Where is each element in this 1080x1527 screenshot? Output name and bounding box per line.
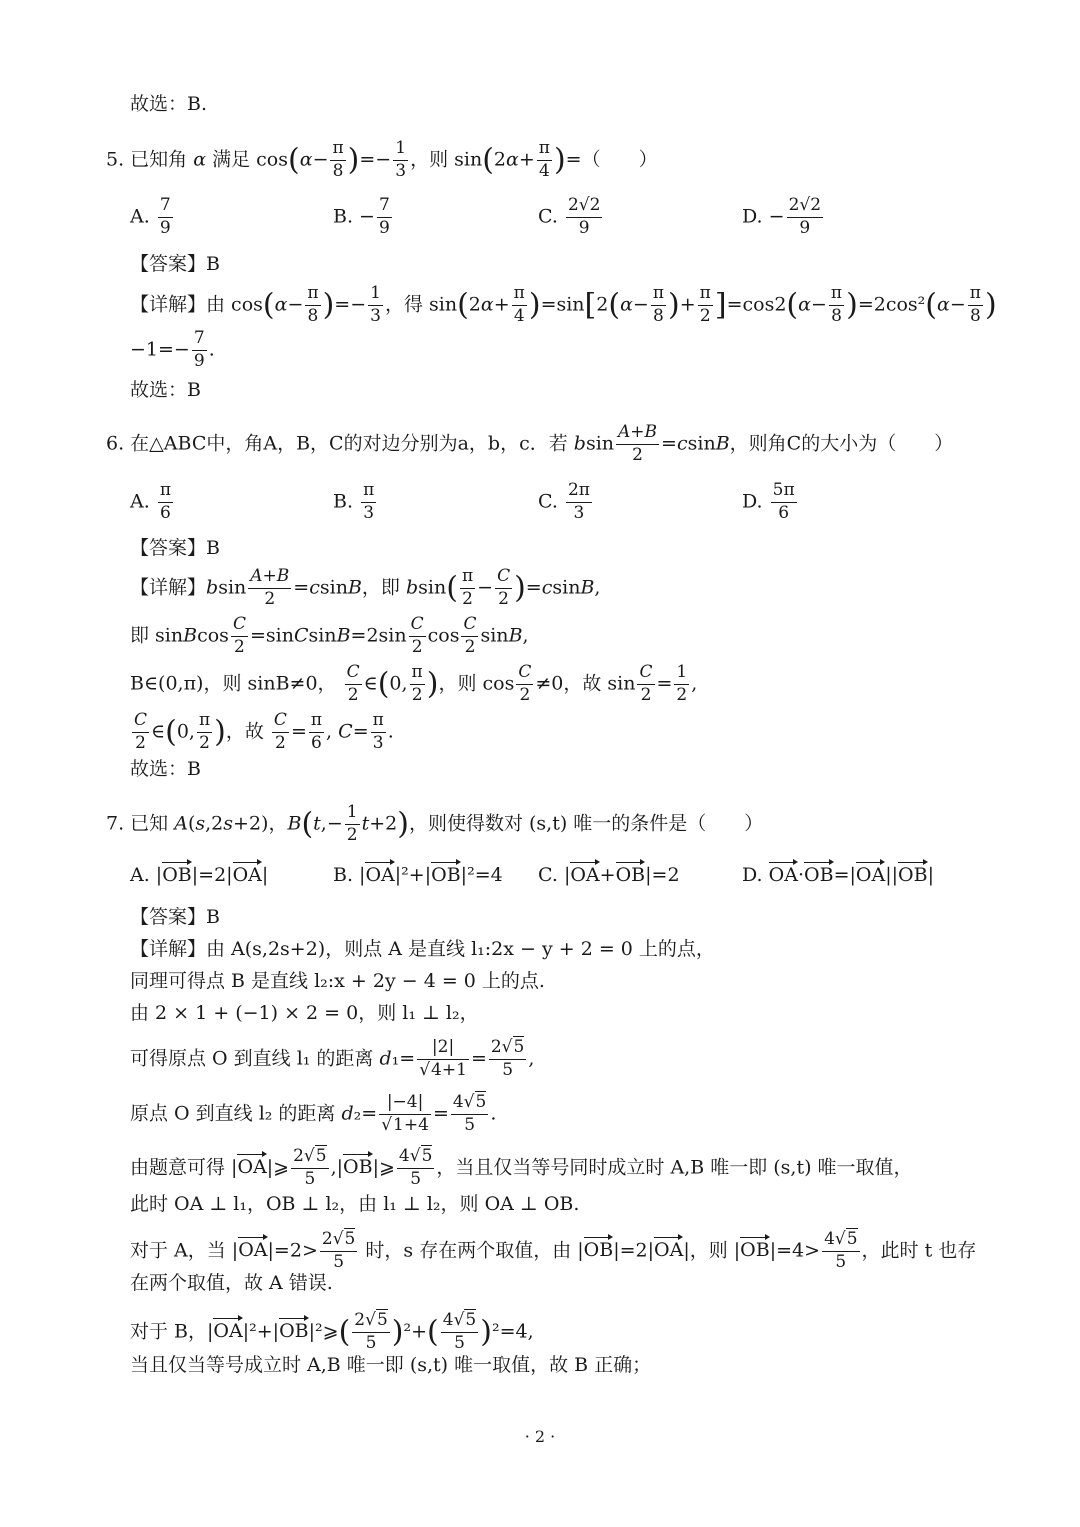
q5-detail-line-2: −1=− $\frac{7}{9}$ . bbox=[130, 328, 215, 371]
q6-option-b[interactable]: B. $\frac{\pi}{3}$ bbox=[333, 480, 375, 523]
q7-option-a[interactable]: A. |OB|=2|OA| bbox=[130, 864, 269, 886]
q7-answer: 【答案】B bbox=[130, 906, 220, 928]
q5-chosen: 故选：B bbox=[130, 379, 201, 401]
q7-detail-line-3: 由 2 × 1 + (−1) × 2 = 0，则 l₁ ⊥ l₂， bbox=[130, 1002, 479, 1024]
q7-detail-line-6: 由题意可得 |OA|⩾ $\frac{2√5}{5}$ ,|OB|⩾ $\frac{4√5}{5}$ ，当且仅当等号同时成立时 A,B 唯一即 (s,t) 唯一取值， bbox=[130, 1146, 913, 1189]
q5-answer: 【答案】B bbox=[130, 253, 220, 275]
q6-option-c[interactable]: C. $\frac{2\pi}{3}$ bbox=[538, 480, 590, 523]
q7-detail-line-9: 在两个取值，故 A 错误. bbox=[130, 1272, 333, 1294]
q5-option-c[interactable]: C. $\frac{2√2}{9}$ bbox=[538, 195, 601, 238]
q6-detail-line-4: $\frac{C}{2}$ ∈(0, $\frac{\pi}{2}$ )，故 $\frac{C}{2}$ = $\frac{\pi}{6}$ , C= $\frac{\pi}{3}$ . bbox=[134, 710, 394, 753]
q7-option-b[interactable]: B. |OA|²+|OB|²=4 bbox=[333, 864, 503, 886]
q7-detail-line-1: 【详解】由 A(s,2s+2)，则点 A 是直线 l₁:2x − y + 2 = 0 上的点， bbox=[130, 938, 715, 960]
q5-option-a[interactable]: A. $\frac{7}{9}$ bbox=[130, 195, 171, 238]
page-number: · 2 · bbox=[524, 1427, 556, 1446]
q6-answer: 【答案】B bbox=[130, 537, 220, 559]
q5-option-b[interactable]: B. − $\frac{7}{9}$ bbox=[333, 195, 390, 238]
q5-option-d[interactable]: D. − $\frac{2√2}{9}$ bbox=[742, 195, 822, 238]
q6-detail-line-1: 【详解】bsin $\frac{A+B}{2}$ =csinB，即 bsin( $\frac{\pi}{2}$ − $\frac{C}{2}$ )=csinB, bbox=[130, 566, 601, 609]
q7-detail-line-11: 当且仅当等号成立时 A,B 唯一即 (s,t) 唯一取值，故 B 正确； bbox=[130, 1354, 652, 1376]
q6-detail-line-2: 即 sinBcos $\frac{C}{2}$ =sinCsinB=2sin $\frac{C}{2}$ cos $\frac{C}{2}$ sinB, bbox=[130, 614, 529, 657]
q7-detail-line-7: 此时 OA ⊥ l₁，OB ⊥ l₂，由 l₁ ⊥ l₂，则 OA ⊥ OB. bbox=[130, 1193, 580, 1215]
q7-detail-line-8: 对于 A，当 |OA|=2> $\frac{2√5}{5}$ 时，s 存在两个取值，由 |OB|=2|OA|，则 |OB|=4> $\frac{4√5}{5}$ ，此时 t 也存 bbox=[130, 1229, 977, 1272]
q5-stem: 5. 已知角 α 满足 cos(α− $\frac{\pi}{8}$ )=− $\frac{1}{3}$ ，则 sin(2α+ $\frac{\pi}{4}$ )=（ ） bbox=[106, 138, 658, 181]
q6-chosen: 故选：B bbox=[130, 758, 201, 780]
q7-detail-line-5: 原点 O 到直线 l₂ 的距离 d₂= $\frac{|-4|}{√1+4}$ = $\frac{4√5}{5}$ . bbox=[130, 1092, 497, 1135]
q6-option-d[interactable]: D. $\frac{5\pi}{6}$ bbox=[742, 480, 795, 523]
q7-option-c[interactable]: C. |OA+OB|=2 bbox=[538, 864, 680, 886]
previous-chosen: 故选：B. bbox=[130, 93, 208, 115]
q5-detail-line-1: 【详解】由 cos(α− $\frac{\pi}{8}$ )=− $\frac{1}{3}$ ，得 sin(2α+ $\frac{\pi}{4}$ )=sin[2(α− $\frac{\pi}{8}$ )+ $\frac{\pi}{2}$ ]=cos2(α− $\frac{\pi}{8}$ )=2cos²(α− $\frac{\pi}{8}$ ) bbox=[130, 283, 997, 326]
q7-stem: 7. 已知 A(s,2s+2)，B(t,− $\frac{1}{2}$ t+2)，则使得数对 (s,t) 唯一的条件是（ ） bbox=[106, 802, 764, 845]
q6-stem: 6. 在△ABC中，角A，B，C的对边分别为a，b，c．若 bsin $\frac{A+B}{2}$ =csinB，则角C的大小为（ ） bbox=[106, 422, 954, 465]
q6-option-a[interactable]: A. $\frac{\pi}{6}$ bbox=[130, 480, 171, 523]
q7-option-d[interactable]: D. OA·OB=|OA||OB| bbox=[742, 864, 934, 886]
q7-detail-line-4: 可得原点 O 到直线 l₁ 的距离 d₁= $\frac{|2|}{√4+1}$ = $\frac{2√5}{5}$ , bbox=[130, 1037, 535, 1080]
q7-detail-line-10: 对于 B，|OA|²+|OB|²⩾( $\frac{2√5}{5}$ )²+( $\frac{4√5}{5}$ )²=4, bbox=[130, 1310, 534, 1353]
q6-detail-line-3: B∈(0,π)，则 sinB≠0， $\frac{C}{2}$ ∈(0, $\frac{\pi}{2}$ )，则 cos $\frac{C}{2}$ ≠0，故 sin $\frac{C}{2}$ = $\frac{1}{2}$ , bbox=[130, 662, 698, 705]
q7-detail-line-2: 同理可得点 B 是直线 l₂:x + 2y − 4 = 0 上的点. bbox=[130, 970, 545, 992]
